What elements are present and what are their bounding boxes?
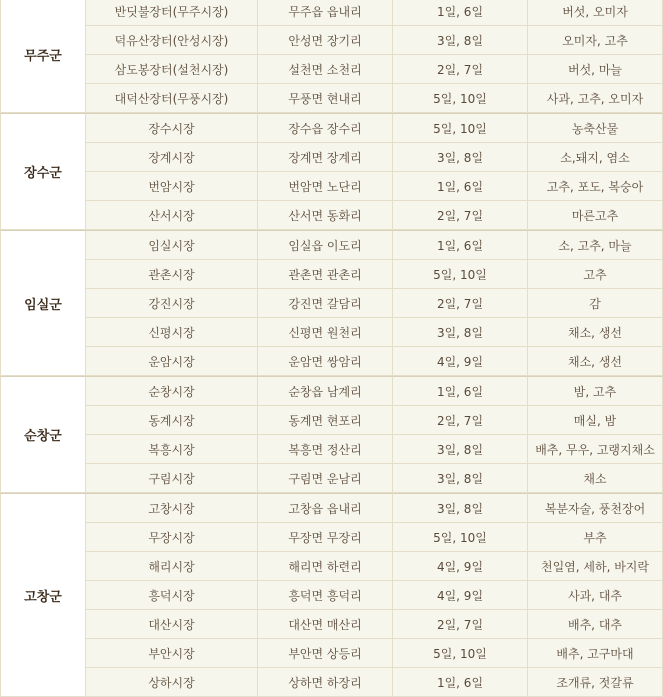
market-name-cell: 장수시장 bbox=[86, 113, 258, 143]
market-name-cell: 순창시장 bbox=[86, 376, 258, 406]
market-products-cell: 채소, 생선 bbox=[528, 347, 663, 376]
market-location-cell: 동계면 현포리 bbox=[258, 406, 393, 435]
market-products-cell: 조개류, 젓갈류 bbox=[528, 668, 663, 697]
market-name-cell: 임실시장 bbox=[86, 230, 258, 260]
table-row bbox=[0, 552, 663, 581]
market-days-cell: 5일, 10일 bbox=[393, 84, 528, 113]
table-row bbox=[0, 260, 663, 289]
market-days-cell: 3일, 8일 bbox=[393, 493, 528, 523]
market-location-cell: 무장면 무장리 bbox=[258, 523, 393, 552]
market-location-cell: 설천면 소천리 bbox=[258, 55, 393, 84]
market-name-cell: 해리시장 bbox=[86, 552, 258, 581]
table-row bbox=[0, 55, 663, 84]
market-days-cell: 2일, 7일 bbox=[393, 610, 528, 639]
market-name-cell: 상하시장 bbox=[86, 668, 258, 697]
market-days-cell: 4일, 9일 bbox=[393, 347, 528, 376]
market-location-cell: 대산면 매산리 bbox=[258, 610, 393, 639]
county-cell: 장수군 bbox=[0, 113, 86, 230]
table-row bbox=[0, 26, 663, 55]
market-days-cell: 5일, 10일 bbox=[393, 523, 528, 552]
table-row bbox=[0, 406, 663, 435]
table-row bbox=[0, 318, 663, 347]
market-location-cell: 무풍면 현내리 bbox=[258, 84, 393, 113]
market-location-cell: 구림면 운남리 bbox=[258, 464, 393, 493]
market-name-cell: 반딧불장터(무주시장) bbox=[86, 0, 258, 26]
market-days-cell: 2일, 7일 bbox=[393, 55, 528, 84]
market-location-cell: 부안면 상등리 bbox=[258, 639, 393, 668]
table-row bbox=[0, 523, 663, 552]
market-days-cell: 1일, 6일 bbox=[393, 668, 528, 697]
market-name-cell: 대산시장 bbox=[86, 610, 258, 639]
market-products-cell: 농축산물 bbox=[528, 113, 663, 143]
market-products-cell: 버섯, 마늘 bbox=[528, 55, 663, 84]
table-row bbox=[0, 347, 663, 376]
market-days-cell: 3일, 8일 bbox=[393, 143, 528, 172]
market-name-cell: 강진시장 bbox=[86, 289, 258, 318]
table-row bbox=[0, 493, 663, 523]
market-days-cell: 2일, 7일 bbox=[393, 406, 528, 435]
market-products-cell: 소, 고추, 마늘 bbox=[528, 230, 663, 260]
market-location-cell: 관촌면 관촌리 bbox=[258, 260, 393, 289]
market-days-cell: 1일, 6일 bbox=[393, 172, 528, 201]
market-days-cell: 1일, 6일 bbox=[393, 230, 528, 260]
market-products-cell: 버섯, 오미자 bbox=[528, 0, 663, 26]
market-location-cell: 흥덕면 흥덕리 bbox=[258, 581, 393, 610]
market-name-cell: 부안시장 bbox=[86, 639, 258, 668]
table-row bbox=[0, 113, 663, 143]
market-location-cell: 고창읍 읍내리 bbox=[258, 493, 393, 523]
market-products-cell: 배추, 무우, 고랭지채소 bbox=[528, 435, 663, 464]
market-products-cell: 사과, 고추, 오미자 bbox=[528, 84, 663, 113]
market-location-cell: 임실읍 이도리 bbox=[258, 230, 393, 260]
market-products-cell: 고추 bbox=[528, 260, 663, 289]
table-row bbox=[0, 230, 663, 260]
market-location-cell: 장수읍 장수리 bbox=[258, 113, 393, 143]
county-cell: 임실군 bbox=[0, 230, 86, 376]
market-location-cell: 복흥면 정산리 bbox=[258, 435, 393, 464]
table-row bbox=[0, 639, 663, 668]
market-location-cell: 번암면 노단리 bbox=[258, 172, 393, 201]
table-row bbox=[0, 84, 663, 113]
market-location-cell: 상하면 하장리 bbox=[258, 668, 393, 697]
table-row bbox=[0, 610, 663, 639]
market-days-cell: 2일, 7일 bbox=[393, 201, 528, 230]
market-products-cell: 매실, 밤 bbox=[528, 406, 663, 435]
market-products-cell: 소,돼지, 염소 bbox=[528, 143, 663, 172]
market-name-cell: 복흥시장 bbox=[86, 435, 258, 464]
table-row bbox=[0, 668, 663, 697]
table-row bbox=[0, 172, 663, 201]
market-products-cell: 사과, 대추 bbox=[528, 581, 663, 610]
market-location-cell: 운암면 쌍암리 bbox=[258, 347, 393, 376]
market-days-cell: 1일, 6일 bbox=[393, 376, 528, 406]
market-name-cell: 관촌시장 bbox=[86, 260, 258, 289]
market-location-cell: 장계면 장계리 bbox=[258, 143, 393, 172]
market-name-cell: 장계시장 bbox=[86, 143, 258, 172]
market-products-cell: 천일염, 세하, 바지락 bbox=[528, 552, 663, 581]
table-row bbox=[0, 376, 663, 406]
market-name-cell: 삼도봉장터(설천시장) bbox=[86, 55, 258, 84]
market-days-cell: 4일, 9일 bbox=[393, 552, 528, 581]
market-location-cell: 강진면 갈담리 bbox=[258, 289, 393, 318]
market-location-cell: 산서면 동화리 bbox=[258, 201, 393, 230]
market-products-cell: 채소, 생선 bbox=[528, 318, 663, 347]
market-name-cell: 신평시장 bbox=[86, 318, 258, 347]
market-products-cell: 감 bbox=[528, 289, 663, 318]
market-products-cell: 마른고추 bbox=[528, 201, 663, 230]
market-days-cell: 5일, 10일 bbox=[393, 260, 528, 289]
county-cell: 무주군 bbox=[0, 0, 86, 113]
market-name-cell: 운암시장 bbox=[86, 347, 258, 376]
table-row bbox=[0, 201, 663, 230]
market-days-cell: 4일, 9일 bbox=[393, 581, 528, 610]
table-row bbox=[0, 143, 663, 172]
market-products-cell: 배추, 대추 bbox=[528, 610, 663, 639]
market-location-cell: 해리면 하련리 bbox=[258, 552, 393, 581]
market-products-cell: 밤, 고추 bbox=[528, 376, 663, 406]
market-location-cell: 무주읍 읍내리 bbox=[258, 0, 393, 26]
market-products-cell: 고추, 포도, 복숭아 bbox=[528, 172, 663, 201]
market-name-cell: 번암시장 bbox=[86, 172, 258, 201]
market-name-cell: 대덕산장터(무풍시장) bbox=[86, 84, 258, 113]
market-products-cell: 배추, 고구마대 bbox=[528, 639, 663, 668]
market-name-cell: 흥덕시장 bbox=[86, 581, 258, 610]
market-name-cell: 무장시장 bbox=[86, 523, 258, 552]
market-location-cell: 순창읍 남계리 bbox=[258, 376, 393, 406]
table-row bbox=[0, 464, 663, 493]
county-cell: 고창군 bbox=[0, 493, 86, 697]
market-days-cell: 5일, 10일 bbox=[393, 113, 528, 143]
market-days-cell: 3일, 8일 bbox=[393, 318, 528, 347]
market-days-cell: 3일, 8일 bbox=[393, 464, 528, 493]
table-row bbox=[0, 0, 663, 26]
market-products-cell: 부추 bbox=[528, 523, 663, 552]
market-location-cell: 신평면 원천리 bbox=[258, 318, 393, 347]
market-days-cell: 5일, 10일 bbox=[393, 639, 528, 668]
market-location-cell: 안성면 장기리 bbox=[258, 26, 393, 55]
market-name-cell: 산서시장 bbox=[86, 201, 258, 230]
market-name-cell: 동계시장 bbox=[86, 406, 258, 435]
table-row bbox=[0, 435, 663, 464]
market-name-cell: 덕유산장터(안성시장) bbox=[86, 26, 258, 55]
market-days-cell: 3일, 8일 bbox=[393, 435, 528, 464]
market-days-cell: 3일, 8일 bbox=[393, 26, 528, 55]
table-row bbox=[0, 289, 663, 318]
market-products-cell: 오미자, 고추 bbox=[528, 26, 663, 55]
market-products-cell: 채소 bbox=[528, 464, 663, 493]
market-name-cell: 고창시장 bbox=[86, 493, 258, 523]
market-days-cell: 1일, 6일 bbox=[393, 0, 528, 26]
market-name-cell: 구림시장 bbox=[86, 464, 258, 493]
county-cell: 순창군 bbox=[0, 376, 86, 493]
table-row bbox=[0, 581, 663, 610]
market-products-cell: 복분자술, 풍천장어 bbox=[528, 493, 663, 523]
market-days-cell: 2일, 7일 bbox=[393, 289, 528, 318]
